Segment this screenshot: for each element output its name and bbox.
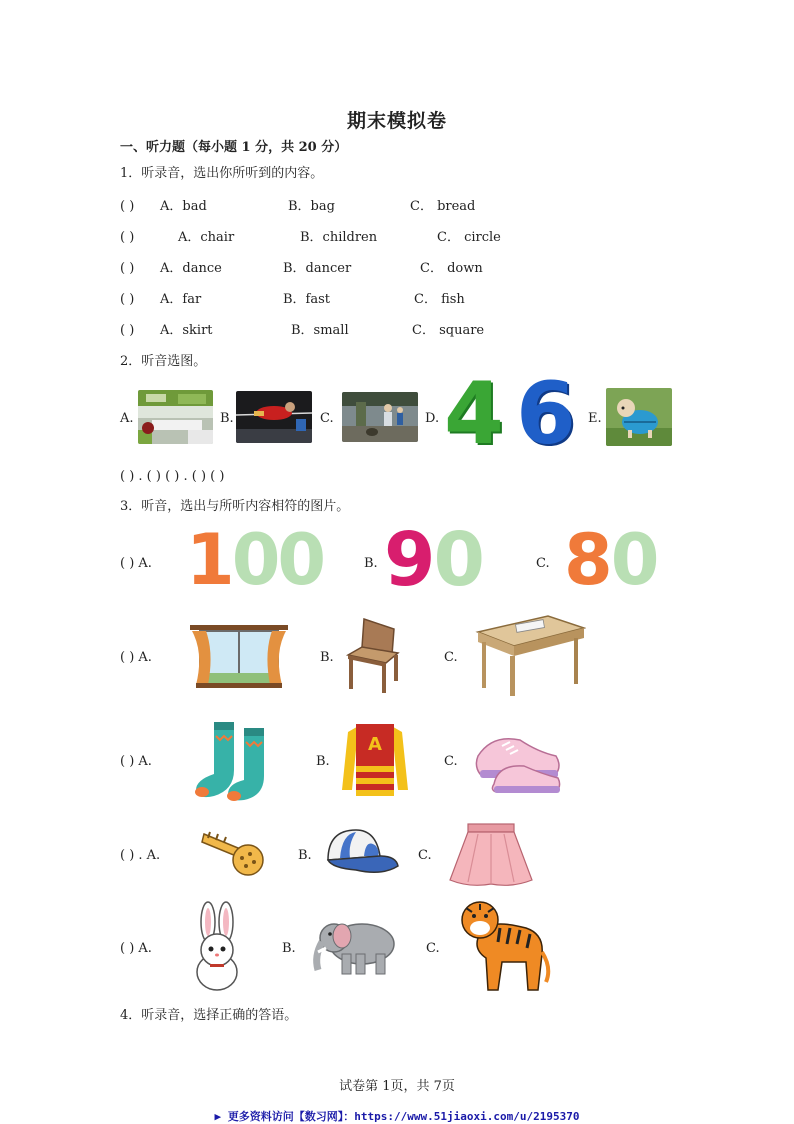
answer-blank[interactable]: ( ) xyxy=(120,292,135,307)
rabbit-picture xyxy=(190,900,244,996)
sweater-picture xyxy=(340,720,410,798)
q2-label-a: A. xyxy=(120,411,134,426)
option-a: A．dance xyxy=(160,261,222,276)
number-90-graphic xyxy=(384,518,483,602)
sneakers-picture xyxy=(472,726,564,798)
q2-label-d: D. xyxy=(425,411,440,426)
sweater-letter: A xyxy=(368,734,382,755)
option-c: C． circle xyxy=(437,230,501,245)
number-six-graphic: 6 xyxy=(516,364,576,464)
option-b: B．small xyxy=(291,323,349,338)
q2-label-e: E. xyxy=(588,411,602,426)
digit: 0 xyxy=(433,517,483,603)
number-four-graphic: 4 xyxy=(444,364,504,464)
answer-blank[interactable]: ( ) xyxy=(120,199,135,214)
digit: 9 xyxy=(384,517,434,603)
high-jump-photo xyxy=(236,391,312,443)
tiger-picture xyxy=(456,898,552,998)
option-c-label: C. xyxy=(444,650,458,665)
option-a: A．far xyxy=(160,292,202,307)
skirt-picture xyxy=(448,822,534,892)
promo-link[interactable]: ▶ 更多资料访问【数习网】：https://www.51jiaoxi.com/u/2195370 xyxy=(214,1110,580,1123)
page-title: 期末模拟卷 xyxy=(346,110,447,132)
option-b-label: B. xyxy=(316,754,330,769)
digit: 00 xyxy=(231,519,324,601)
q3-prompt: 3．听音，选出与所听内容相符的图片。 xyxy=(120,499,350,514)
answer-blank[interactable]: ( ) A. xyxy=(120,556,152,571)
answer-blank[interactable]: ( ) A. xyxy=(120,650,152,665)
park-people-photo xyxy=(342,392,418,442)
answer-blank[interactable]: ( ) . A. xyxy=(120,848,161,863)
window-picture xyxy=(190,623,288,693)
option-a: A．bad xyxy=(160,199,207,214)
digit: 0 xyxy=(610,519,658,601)
cap-picture xyxy=(320,826,400,886)
option-c: C． fish xyxy=(414,292,465,307)
option-c-label: C. xyxy=(536,556,550,571)
number-100-graphic xyxy=(186,520,323,600)
dog-in-sweater-photo xyxy=(606,388,672,446)
option-b-label: B. xyxy=(320,650,334,665)
option-c: C． bread xyxy=(410,199,476,214)
option-b-label: B. xyxy=(298,848,312,863)
option-b-label: B. xyxy=(282,941,296,956)
digit: 1 xyxy=(186,519,232,601)
answer-blank[interactable]: ( ) xyxy=(120,261,135,276)
key-picture xyxy=(200,828,266,882)
digit: 8 xyxy=(564,519,611,601)
answer-blank[interactable]: ( ) A. xyxy=(120,754,152,769)
option-c-label: C. xyxy=(444,754,458,769)
option-c-label: C. xyxy=(426,941,440,956)
option-c: C． square xyxy=(412,323,485,338)
option-b: B．fast xyxy=(283,292,331,307)
option-b: B．bag xyxy=(288,199,335,214)
answer-blank[interactable]: ( ) xyxy=(120,323,135,338)
q1-prompt: 1．听录音，选出你所听到的内容。 xyxy=(120,166,324,181)
elephant-picture xyxy=(308,916,398,980)
page-footer: 试卷第 1页，共 7页 xyxy=(339,1079,455,1094)
socks-picture xyxy=(192,718,278,806)
q4-prompt: 4．听录音，选择正确的答语。 xyxy=(120,1008,298,1023)
option-a: A．chair xyxy=(178,230,235,245)
option-b: B．dancer xyxy=(283,261,352,276)
option-c: C． down xyxy=(420,261,483,276)
answer-blank[interactable]: ( ) xyxy=(120,230,135,245)
kitchen-photo xyxy=(138,390,213,444)
q2-prompt: 2．听音选图。 xyxy=(120,354,207,369)
option-c-label: C. xyxy=(418,848,432,863)
option-b: B．children xyxy=(300,230,378,245)
number-80-graphic xyxy=(564,520,657,600)
q2-answer-blanks[interactable]: ( ) . ( ) ( ) . ( ) ( ) xyxy=(120,469,225,484)
desk-picture xyxy=(474,612,586,702)
q2-label-c: C. xyxy=(320,411,334,426)
chair-picture xyxy=(342,615,406,699)
q2-label-b: B. xyxy=(220,411,234,426)
answer-blank[interactable]: ( ) A. xyxy=(120,941,152,956)
section-listening-heading: 一、听力题（每小题 1 分，共 20 分） xyxy=(120,140,348,155)
option-b-label: B. xyxy=(364,556,378,571)
option-a: A．skirt xyxy=(160,323,213,338)
